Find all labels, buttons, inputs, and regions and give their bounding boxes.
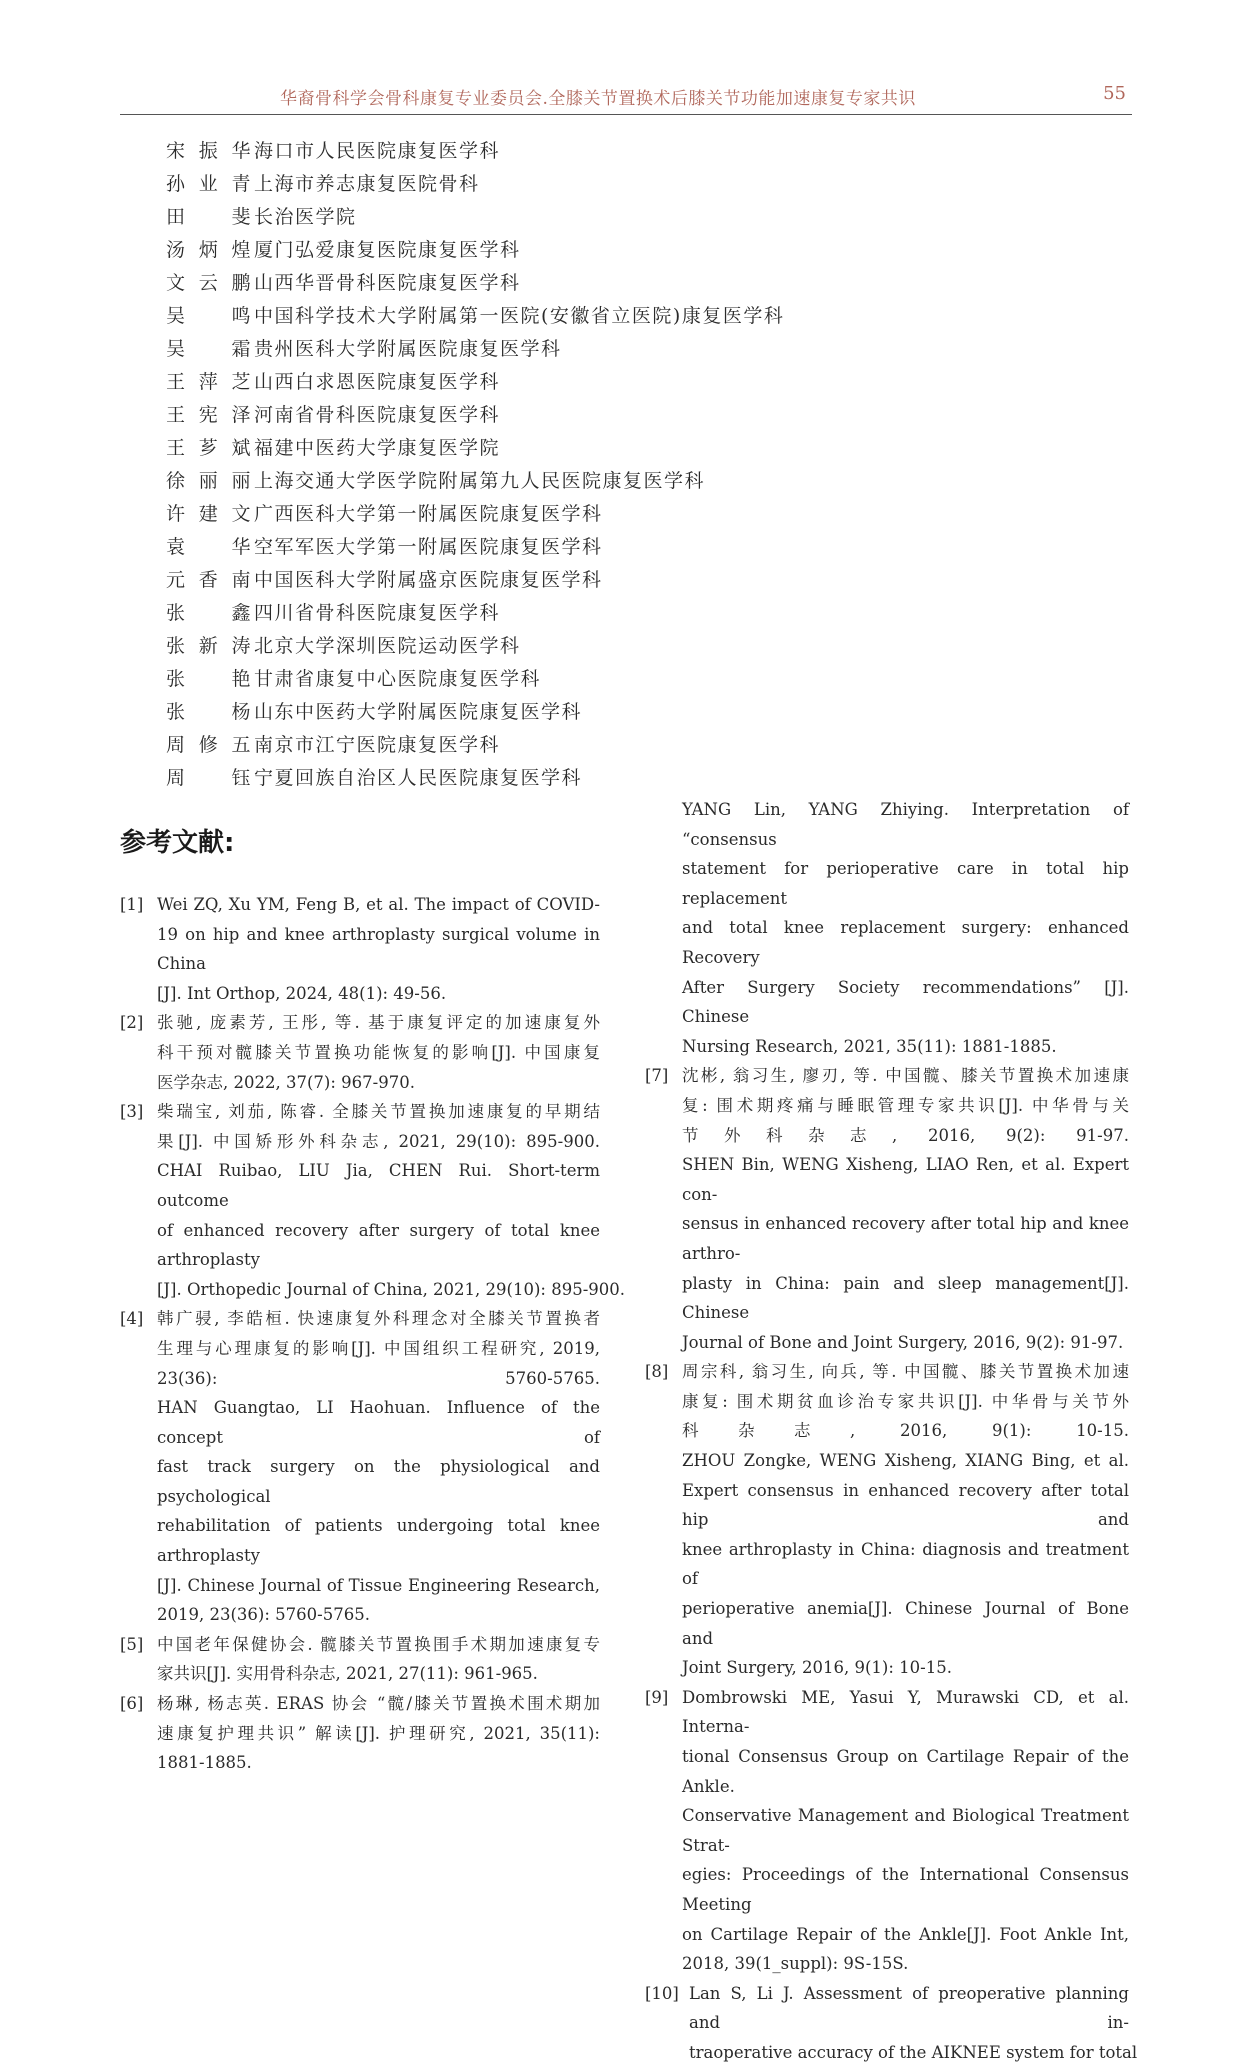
- member-name: 吴 鸣: [166, 305, 252, 327]
- running-header: [120, 80, 1132, 115]
- reference-item: [120, 1008, 600, 1097]
- member-row: [166, 499, 886, 532]
- member-name: 张 杨: [166, 701, 252, 723]
- member-name: 元香南: [166, 569, 252, 591]
- member-name: 周修五: [166, 734, 252, 756]
- reference-line: of enhanced recovery after surgery of total knee arthroplasty: [157, 1220, 600, 1270]
- reference-number: [1]: [120, 895, 144, 914]
- reference-line: CHAI Ruibao, LIU Jia, CHEN Rui. Short-term outcome: [157, 1161, 600, 1210]
- member-name: 宋振华: [166, 140, 252, 162]
- reference-line: Wei ZQ, Xu YM, Feng B, et al. The impact of COVID-: [157, 895, 600, 914]
- member-row: [166, 169, 886, 202]
- reference-item: [645, 1357, 1129, 1683]
- member-institution: 河南省骨科医院康复医学科: [254, 404, 501, 426]
- member-row: [166, 532, 886, 565]
- reference-line: Dombrowski ME, Yasui Y, Murawski CD, et al. Interna-: [682, 1687, 1129, 1737]
- reference-line: statement for perioperative care in total hip replacement: [682, 859, 1129, 908]
- reference-line: perioperative anemia[J]. Chinese Journal of Bone and: [682, 1599, 1129, 1648]
- reference-line: YANG Lin, YANG Zhiying. Interpretation of “consensus: [682, 800, 1129, 849]
- member-name: 张新涛: [166, 635, 252, 657]
- reference-line: 杨琳, 杨志英. ERAS 协会 “髋/膝关节置换术围术期加: [157, 1694, 600, 1714]
- reference-number: [2]: [120, 1013, 144, 1033]
- member-row: [166, 268, 886, 301]
- reference-line: 23(36): 5760-5765.: [157, 1368, 600, 1388]
- reference-line: 2019, 23(36): 5760-5765.: [157, 1605, 370, 1625]
- reference-line: Nursing Research, 2021, 35(11): 1881-1885.: [682, 1036, 1057, 1056]
- reference-line: Expert consensus in enhanced recovery after total hip and: [682, 1480, 1129, 1530]
- reference-line: 周宗科, 翁习生, 向兵, 等. 中国髋、膝关节置换术加速: [682, 1362, 1129, 1382]
- member-institution: 厦门弘爱康复医院康复医学科: [254, 239, 521, 261]
- reference-number: [9]: [645, 1687, 669, 1707]
- reference-line: 家共识[J]. 实用骨科杂志, 2021, 27(11): 961-965.: [157, 1664, 538, 1684]
- reference-number: [3]: [120, 1102, 144, 1122]
- reference-line: 节外科杂志, 2016, 9(2): 91-97.: [682, 1125, 1129, 1145]
- member-name: 周 钰: [166, 767, 252, 789]
- running-title: 华裔骨科学会骨科康复专业委员会.全膝关节置换术后膝关节功能加速康复专家共识: [280, 89, 916, 109]
- member-institution: 上海市养志康复医院骨科: [254, 173, 480, 195]
- reference-line: After Surgery Society recommendations” [J]. Chinese: [682, 977, 1129, 1027]
- member-institution: 山东中医药大学附属医院康复医学科: [254, 701, 583, 723]
- reference-line: traoperative accuracy of the AIKNEE system for total: [689, 2042, 1138, 2062]
- member-institution: 长治医学院: [254, 206, 357, 228]
- member-name: 吴 霜: [166, 338, 252, 360]
- reference-line: 2018, 39(1_suppl): 9S-15S.: [682, 1954, 909, 1974]
- reference-line: [J]. Chinese Journal of Tissue Engineering Research,: [157, 1575, 600, 1595]
- member-row: [166, 565, 886, 598]
- member-institution: 山西白求恩医院康复医学科: [254, 371, 501, 393]
- member-institution: 中国科学技术大学附属第一医院(安徽省立医院)康复医学科: [254, 305, 785, 327]
- member-name: 孙业青: [166, 173, 252, 195]
- reference-item: [645, 795, 1129, 1061]
- reference-line: 张驰, 庞素芳, 王彤, 等. 基于康复评定的加速康复外: [157, 1013, 600, 1033]
- member-row: [166, 136, 886, 169]
- reference-line: 19 on hip and knee arthroplasty surgical volume in China: [157, 924, 600, 974]
- reference-line: on Cartilage Repair of the Ankle[J]. Foot Ankle Int,: [682, 1924, 1129, 1944]
- reference-number: [8]: [645, 1362, 669, 1382]
- reference-line: Lan S, Li J. Assessment of preoperative planning and in-: [689, 1983, 1129, 2033]
- reference-line: egies: Proceedings of the International Consensus Meeting: [682, 1865, 1129, 1914]
- reference-line: 柴瑞宝, 刘茄, 陈睿. 全膝关节置换加速康复的早期结: [157, 1102, 600, 1122]
- member-institution: 甘肃省康复中心医院康复医学科: [254, 668, 542, 690]
- reference-line: Journal of Bone and Joint Surgery, 2016, 9(2): 91-97.: [682, 1332, 1124, 1352]
- reference-line: [J]. Int Orthop, 2024, 48(1): 49-56.: [157, 983, 447, 1003]
- reference-line: 科杂志, 2016, 9(1): 10-15.: [682, 1421, 1129, 1441]
- member-row: [166, 400, 886, 433]
- reference-line: Conservative Management and Biological Treatment Strat-: [682, 1806, 1129, 1855]
- reference-line: SHEN Bin, WENG Xisheng, LIAO Ren, et al. Expert con-: [682, 1155, 1129, 1204]
- member-name: 汤炳煌: [166, 239, 252, 261]
- member-name: 许建文: [166, 503, 252, 525]
- reference-number: [7]: [645, 1066, 669, 1086]
- reference-line: 医学杂志, 2022, 37(7): 967-970.: [157, 1072, 415, 1092]
- member-name: 田 斐: [166, 206, 252, 228]
- reference-line: [J]. Orthopedic Journal of China, 2021, 29(10): 895-900.: [157, 1279, 626, 1299]
- reference-item: [645, 1979, 1138, 2068]
- member-row: [166, 763, 886, 796]
- member-institution: 四川省骨科医院康复医学科: [254, 602, 501, 624]
- reference-item: [120, 1689, 600, 1778]
- member-row: [166, 334, 886, 367]
- reference-line: 韩广骎, 李皓桓. 快速康复外科理念对全膝关节置换者: [157, 1309, 600, 1329]
- reference-number: [4]: [120, 1309, 144, 1329]
- member-row: [166, 367, 886, 400]
- member-institution: 上海交通大学医学院附属第九人民医院康复医学科: [254, 470, 706, 492]
- member-institution: 贵州医科大学附属医院康复医学科: [254, 338, 562, 360]
- member-name: 王萍芝: [166, 371, 252, 393]
- reference-line: sensus in enhanced recovery after total hip and knee arthro-: [682, 1214, 1129, 1263]
- reference-line: fast track surgery on the physiological and psychological: [157, 1457, 600, 1506]
- member-institution: 中国医科大学附属盛京医院康复医学科: [254, 569, 603, 591]
- references-right-column: [645, 795, 1138, 2068]
- reference-line: 沈彬, 翁习生, 廖刃, 等. 中国髋、膝关节置换术加速康: [682, 1066, 1129, 1086]
- member-institution: 福建中医药大学康复医学院: [254, 437, 501, 459]
- member-institution: 南京市江宁医院康复医学科: [254, 734, 501, 756]
- member-name: 徐丽丽: [166, 470, 252, 492]
- reference-line: plasty in China: pain and sleep management[J]. Chinese: [682, 1273, 1129, 1323]
- member-row: [166, 697, 886, 730]
- reference-item: [120, 1304, 600, 1630]
- member-name: 张 鑫: [166, 602, 252, 624]
- reference-item: [120, 1630, 600, 1689]
- reference-line: knee arthroplasty in China: diagnosis and treatment of: [682, 1539, 1129, 1589]
- member-row: [166, 730, 886, 763]
- member-row: [166, 598, 886, 631]
- member-institution: 海口市人民医院康复医学科: [254, 140, 501, 162]
- reference-item: [120, 1097, 626, 1304]
- reference-line: HAN Guangtao, LI Haohuan. Influence of the concept of: [157, 1398, 600, 1447]
- reference-line: 1881-1885.: [157, 1753, 252, 1773]
- reference-number: [5]: [120, 1634, 144, 1654]
- reference-item: [120, 890, 600, 1008]
- references-left-column: [120, 890, 626, 1778]
- reference-line: 速康复护理共识” 解读[J]. 护理研究, 2021, 35(11):: [157, 1723, 600, 1743]
- reference-line: tional Consensus Group on Cartilage Repair of the Ankle.: [682, 1747, 1129, 1796]
- reference-item: [645, 1061, 1129, 1357]
- reference-line: rehabilitation of patients undergoing total knee arthroplasty: [157, 1516, 600, 1566]
- references-heading: 参考文献:: [120, 828, 235, 858]
- reference-line: 复: 围术期疼痛与睡眠管理专家共识[J]. 中华骨与关: [682, 1095, 1129, 1115]
- reference-line: 生理与心理康复的影响[J]. 中国组织工程研究, 2019,: [157, 1338, 600, 1358]
- member-row: [166, 664, 886, 697]
- member-institution: 空军军医大学第一附属医院康复医学科: [254, 536, 603, 558]
- reference-line: 科干预对髋膝关节置换功能恢复的影响[J]. 中国康复: [157, 1042, 600, 1062]
- reference-number: [10]: [645, 1983, 679, 2003]
- member-row: [166, 202, 886, 235]
- page-number: 55: [1103, 83, 1126, 104]
- committee-member-list: [166, 136, 886, 796]
- member-name: 文云鹏: [166, 272, 252, 294]
- reference-line: 康复: 围术期贫血诊治专家共识[J]. 中华骨与关节外: [682, 1391, 1129, 1411]
- reference-line: Joint Surgery, 2016, 9(1): 10-15.: [682, 1658, 952, 1678]
- member-name: 王芗斌: [166, 437, 252, 459]
- member-row: [166, 301, 886, 334]
- member-row: [166, 631, 886, 664]
- reference-number: [6]: [120, 1694, 144, 1714]
- member-row: [166, 235, 886, 268]
- member-institution: 山西华晋骨科医院康复医学科: [254, 272, 521, 294]
- member-name: 张 艳: [166, 668, 252, 690]
- reference-line: and total knee replacement surgery: enhanced Recovery: [682, 918, 1129, 967]
- member-name: 袁 华: [166, 536, 252, 558]
- reference-line: 果[J]. 中国矫形外科杂志, 2021, 29(10): 895-900.: [157, 1131, 600, 1151]
- member-name: 王宪泽: [166, 404, 252, 426]
- member-institution: 宁夏回族自治区人民医院康复医学科: [254, 767, 583, 789]
- member-institution: 广西医科大学第一附属医院康复医学科: [254, 503, 603, 525]
- reference-line: ZHOU Zongke, WENG Xisheng, XIANG Bing, et al.: [682, 1451, 1129, 1471]
- member-row: [166, 433, 886, 466]
- member-institution: 北京大学深圳医院运动医学科: [254, 635, 521, 657]
- reference-item: [645, 1683, 1129, 1979]
- member-row: [166, 466, 886, 499]
- reference-line: 中国老年保健协会. 髋膝关节置换围手术期加速康复专: [157, 1634, 600, 1654]
